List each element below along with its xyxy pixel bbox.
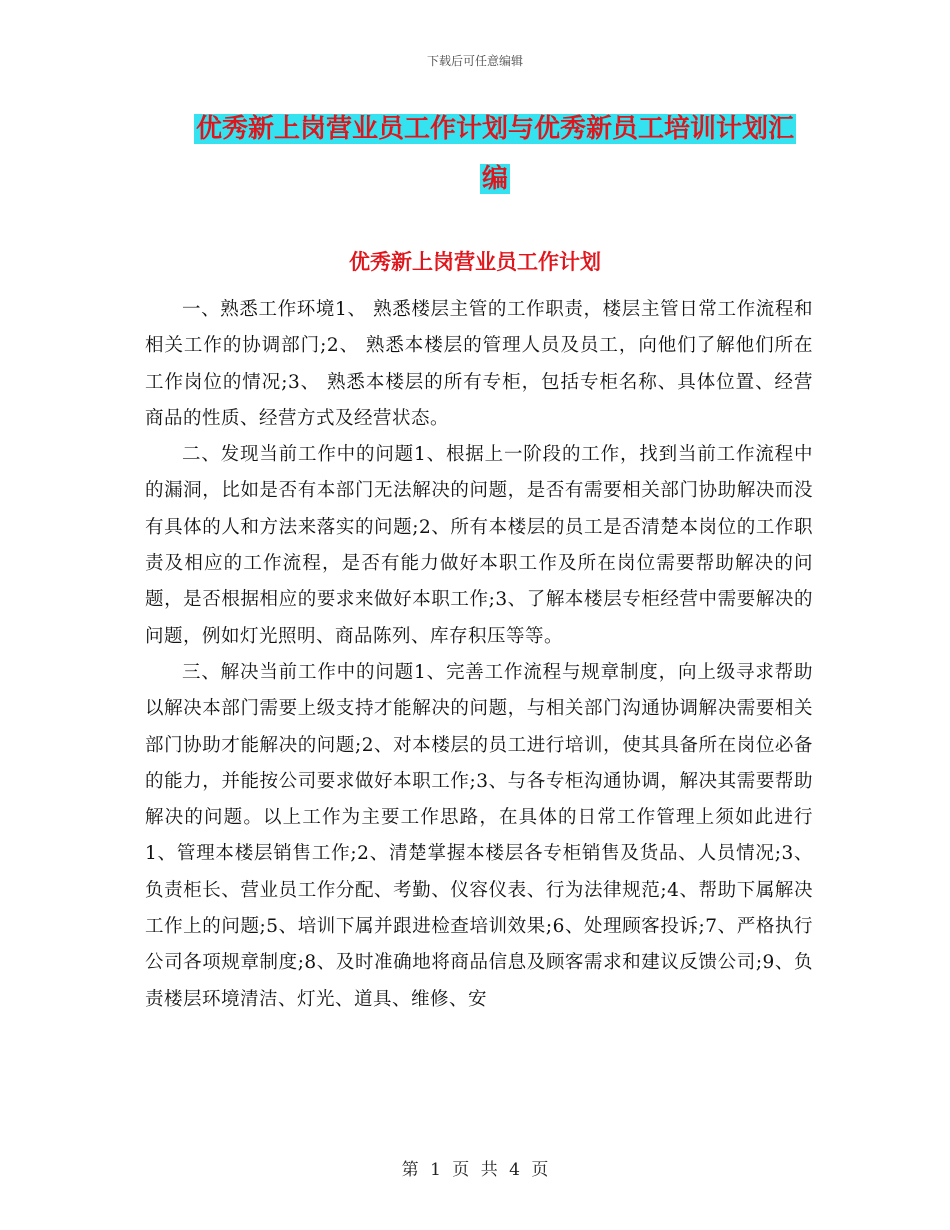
page-number-footer: 第 1 页 共 4 页 bbox=[401, 1160, 549, 1180]
section-title: 优秀新上岗营业员工作计划 bbox=[349, 250, 601, 274]
page-header-note: 下载后可任意编辑 bbox=[426, 54, 523, 68]
paragraph-3: 三、解决当前工作中的问题1、完善工作流程与规章制度，向上级寻求帮助以解决本部门需要上级支持才能解决的问题，与相关部门沟通协调解决需要相关部门协助才能解决的问题;2、对本楼层的员工进行培训，使其具备所在岗位必备的能力，并能按公司要求做好本职工作;3、与各专柜沟通协调，解决其需要帮助解决的问题。以上工作为主要工作思路，在具体的日常工作管理上须如此进行1、管理本楼层销售工作;2、清楚掌握本楼层各专柜销售及货品、人员情况;3、负责柜长、营业员工作分配、考勤、仪容仪表、行为法律规范;4、帮助下属解决工作上的问题;5、培训下属并跟进检查培训效果;6、处理顾客投诉;7、严格执行公司各项规章制度;8、及时准确地将商品信息及顾客需求和建议反馈公司;9、负责楼层环境清洁、灯光、道具、维修、安 bbox=[145, 661, 813, 1010]
document-body bbox=[145, 292, 813, 1018]
paragraph-2: 二、发现当前工作中的问题1、根据上一阶段的工作，找到当前工作流程中的漏洞，比如是否有本部门无法解决的问题，是否有需要相关部门协助解决而没有具体的人和方法来落实的问题;2、所有本楼层的员工是否清楚本岗位的工作职责及相应的工作流程，是否有能力做好本职工作及所在岗位需要帮助解决的问题，是否根据相应的要求来做好本职工作;3、了解本楼层专柜经营中需要解决的问题，例如灯光照明、商品陈列、库存积压等等。 bbox=[145, 444, 813, 647]
document-title-line-1: 优秀新上岗营业员工作计划与优秀新员工培训计划汇 bbox=[195, 114, 794, 144]
paragraph-1: 一、熟悉工作环境1、 熟悉楼层主管的工作职责，楼层主管日常工作流程和相关工作的协调部门;2、 熟悉本楼层的管理人员及员工，向他们了解他们所在工作岗位的情况;3、 熟悉本楼层的所有专柜，包括专柜名称、具体位置、经营商品的性质、经营方式及经营状态。 bbox=[145, 299, 813, 429]
document-title-line-2: 编 bbox=[481, 164, 508, 194]
document-title bbox=[180, 104, 810, 204]
